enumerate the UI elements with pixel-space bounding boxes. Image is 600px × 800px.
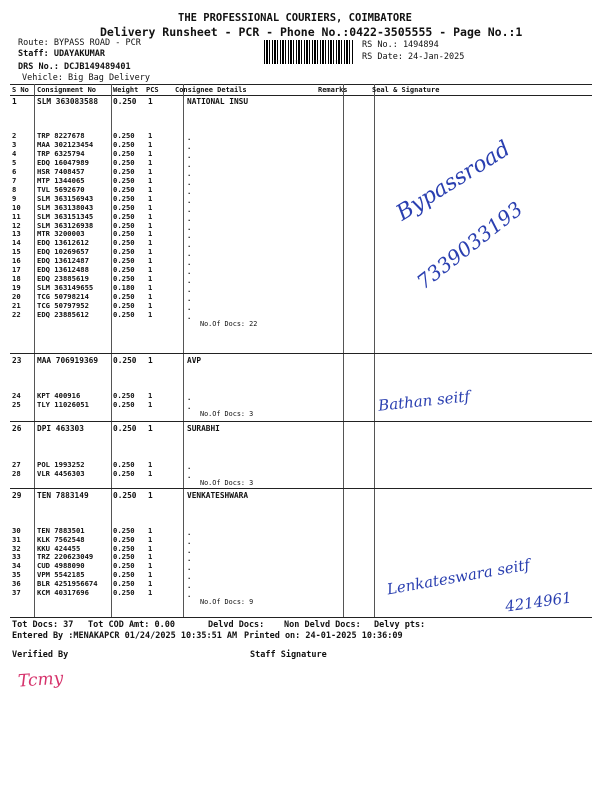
row-consignment-number: EDQ 16047989 [37, 157, 89, 167]
row-weight: 0.250 [113, 211, 135, 221]
handwritten-signature-2: Bathan seitf [377, 387, 471, 415]
row-consignee-dot: . [187, 159, 192, 169]
row-pieces: 1 [148, 184, 153, 194]
row-consignee-dot: . [187, 177, 192, 187]
route-label: Route: BYPASS ROAD - PCR [18, 38, 141, 48]
row-weight: 0.250 [113, 570, 135, 579]
handwritten-signature-3: Lenkateswara seitf [385, 555, 532, 599]
row-consignee-dot: . [187, 528, 192, 537]
row-consignment-number: VLR 4456303 [37, 469, 85, 478]
row-consignee-dot: . [187, 141, 192, 151]
staff-label: Staff: UDAYAKUMAR [18, 49, 105, 59]
col-divider [34, 84, 35, 618]
row-weight: 0.250 [113, 587, 135, 597]
row-consignee-dot: . [187, 462, 192, 471]
row-consignment-number: DPI 463303 [37, 424, 84, 433]
row-pieces: 1 [148, 460, 153, 469]
row-weight: 0.250 [113, 534, 135, 544]
row-consignment-number: MAA 302123454 [37, 139, 94, 149]
row-weight: 0.250 [113, 543, 135, 553]
row-serial-number: 31 [12, 534, 21, 544]
row-weight: 0.180 [113, 283, 135, 293]
col-divider [183, 84, 184, 618]
row-consignment-number: EDQ 23885612 [37, 310, 89, 319]
row-weight: 0.250 [113, 184, 135, 194]
row-pieces: 1 [148, 229, 153, 239]
row-consignment-number: SLM 363156943 [37, 193, 94, 203]
row-serial-number: 12 [12, 220, 21, 230]
row-weight: 0.250 [113, 301, 135, 311]
row-consignment-number: TEN 7883501 [37, 526, 85, 535]
row-serial-number: 30 [12, 526, 21, 535]
row-consignment-number: SLM 363138043 [37, 202, 94, 212]
row-consignment-number: TRP 6325794 [37, 148, 85, 158]
row-consignee-dot: . [187, 267, 192, 277]
row-pieces: 1 [148, 578, 153, 588]
col-divider [111, 84, 112, 618]
row-consignee-dot: . [187, 168, 192, 178]
handwritten-number-3: 4214961 [504, 588, 573, 616]
row-consignee-dot: . [187, 285, 192, 295]
verified-by: Verified By [12, 650, 69, 660]
row-serial-number: 33 [12, 552, 21, 562]
row-consignment-number: HSR 7408457 [37, 166, 85, 176]
footer-top-rule [10, 617, 592, 618]
row-weight: 0.250 [113, 578, 135, 588]
row-weight: 0.250 [113, 256, 135, 266]
row-consignment-number: EDQ 13612612 [37, 238, 89, 248]
row-consignment-number: TCG 50797952 [37, 301, 89, 311]
row-pieces: 1 [148, 292, 153, 302]
row-pieces: 1 [148, 552, 153, 562]
row-consignment-number: KCM 40317696 [37, 587, 89, 597]
row-pieces: 1 [148, 247, 153, 257]
row-weight: 0.250 [113, 238, 135, 248]
row-serial-number: 16 [12, 256, 21, 266]
row-serial-number: 14 [12, 238, 21, 248]
row-pieces: 1 [148, 570, 153, 579]
row-weight: 0.250 [113, 148, 135, 158]
row-serial-number: 28 [12, 469, 21, 478]
row-weight: 0.250 [113, 247, 135, 257]
row-weight: 0.250 [113, 157, 135, 167]
row-consignee-dot: . [187, 276, 192, 286]
non-delivered-docs: Non Delvd Docs: [284, 620, 361, 630]
group-divider [10, 421, 592, 422]
row-weight: 0.250 [113, 97, 137, 106]
row-pieces: 1 [148, 534, 153, 544]
row-weight: 0.250 [113, 491, 137, 500]
col-header-weight: Weight [113, 86, 139, 94]
row-consignment-number: EDQ 13612488 [37, 265, 89, 275]
row-consignment-number: SLM 363149655 [37, 283, 94, 293]
row-pieces: 1 [148, 193, 153, 203]
group-doc-count: No.Of Docs: 9 [200, 597, 254, 606]
row-consignment-number: EDQ 23885619 [37, 274, 89, 284]
row-pieces: 1 [148, 148, 153, 158]
col-header-remarks: Remarks [318, 86, 348, 94]
col-header-consignee: Consignee Details [175, 86, 247, 94]
row-pieces: 1 [148, 561, 153, 571]
row-serial-number: 10 [12, 202, 21, 212]
row-serial-number: 3 [12, 139, 17, 149]
row-pieces: 1 [148, 424, 153, 433]
row-serial-number: 11 [12, 211, 21, 221]
row-weight: 0.250 [113, 424, 137, 433]
row-consignee-dot: . [187, 393, 192, 402]
row-weight: 0.250 [113, 356, 137, 365]
row-consignment-number: TEN 7883149 [37, 491, 89, 500]
row-serial-number: 4 [12, 148, 17, 158]
row-pieces: 1 [148, 202, 153, 212]
row-consignment-number: SLM 363083588 [37, 97, 99, 106]
row-weight: 0.250 [113, 131, 135, 140]
row-consignee-dot: . [187, 580, 192, 590]
row-serial-number: 36 [12, 578, 21, 588]
row-serial-number: 25 [12, 400, 21, 409]
row-pieces: 1 [148, 166, 153, 176]
row-serial-number: 34 [12, 561, 21, 571]
group-doc-count: No.Of Docs: 3 [200, 410, 254, 418]
row-weight: 0.250 [113, 202, 135, 212]
total-docs: Tot Docs: 37 [12, 620, 74, 630]
row-pieces: 1 [148, 301, 153, 311]
col-divider [343, 84, 344, 618]
row-pieces: 1 [148, 157, 153, 167]
row-consignee-dot: . [187, 204, 192, 214]
row-pieces: 1 [148, 391, 153, 400]
row-serial-number: 20 [12, 292, 21, 302]
row-pieces: 1 [148, 220, 153, 230]
row-weight: 0.250 [113, 526, 135, 535]
row-pieces: 1 [148, 139, 153, 149]
row-serial-number: 2 [12, 131, 17, 140]
row-weight: 0.250 [113, 193, 135, 203]
row-weight: 0.250 [113, 469, 135, 478]
row-serial-number: 23 [12, 356, 22, 365]
row-consignment-number: TLY 11026051 [37, 400, 89, 409]
row-pieces: 1 [148, 469, 153, 478]
row-consignee-dot: . [187, 150, 192, 160]
row-serial-number: 26 [12, 424, 22, 433]
row-consignee-dot: . [187, 554, 192, 564]
col-header-seal: Seal & Signature [372, 86, 440, 94]
row-consignment-number: BLR 4251956674 [37, 578, 98, 588]
col-header-sno: S No [12, 86, 29, 94]
row-weight: 0.250 [113, 391, 135, 400]
row-consignee-dot: . [187, 545, 192, 555]
table-header-rule [10, 95, 592, 96]
row-pieces: 1 [148, 265, 153, 275]
row-pieces: 1 [148, 587, 153, 597]
col-divider [374, 84, 375, 618]
row-weight: 0.250 [113, 175, 135, 185]
row-consignment-number: EDQ 10269657 [37, 247, 89, 257]
row-serial-number: 35 [12, 570, 21, 579]
row-pieces: 1 [148, 131, 153, 140]
row-consignee-dot: . [187, 258, 192, 268]
row-pieces: 1 [148, 211, 153, 221]
row-consignee-dot: . [187, 195, 192, 205]
row-pieces: 1 [148, 356, 153, 365]
row-weight: 0.250 [113, 274, 135, 284]
row-consignee-dot: . [187, 471, 192, 480]
row-consignee-dot: . [187, 222, 192, 232]
drs-number: DRS No.: DCJB149489401 [18, 62, 131, 72]
row-consignee-dot: . [187, 563, 192, 573]
row-consignment-number: TCG 50798214 [37, 292, 89, 302]
col-header-pcs: PCS [146, 86, 159, 94]
row-consignment-number: TRP 8227678 [37, 131, 85, 140]
row-serial-number: 7 [12, 175, 17, 185]
row-consignment-number: KKU 424455 [37, 543, 81, 553]
row-consignee-dot: . [187, 133, 192, 142]
row-serial-number: 18 [12, 274, 21, 284]
row-weight: 0.250 [113, 139, 135, 149]
row-serial-number: 32 [12, 543, 21, 553]
row-consignment-number: VPM 5542185 [37, 570, 85, 579]
delivery-points: Delvy pts: [374, 620, 426, 630]
printed-on: Printed on: 24-01-2025 10:36:09 [244, 631, 403, 641]
row-consignment-number: MTR 3200003 [37, 229, 85, 239]
row-serial-number: 37 [12, 587, 21, 597]
row-consignment-number: TRZ 220623049 [37, 552, 94, 562]
company-name: THE PROFESSIONAL COURIERS, COIMBATORE [178, 12, 412, 24]
row-consignee-dot: . [187, 536, 192, 546]
row-consignment-number: EDQ 13612487 [37, 256, 89, 266]
group-doc-count: No.Of Docs: 22 [200, 320, 258, 328]
row-serial-number: 13 [12, 229, 21, 239]
row-serial-number: 5 [12, 157, 17, 167]
row-consignee-dot: . [187, 213, 192, 223]
row-weight: 0.250 [113, 166, 135, 176]
row-pieces: 1 [148, 491, 153, 500]
row-consignee-name: AVP [187, 356, 202, 365]
row-pieces: 1 [148, 543, 153, 553]
row-consignee-dot: . [187, 249, 192, 259]
entered-by: Entered By :MENAKAPCR 01/24/2025 10:35:51 AM [12, 631, 238, 641]
row-consignment-number: KPT 400916 [37, 391, 81, 400]
row-weight: 0.250 [113, 561, 135, 571]
row-consignee-dot: . [187, 231, 192, 241]
row-consignment-number: CUD 4988090 [37, 561, 85, 571]
row-serial-number: 21 [12, 301, 21, 311]
row-consignee-dot: . [187, 186, 192, 196]
rs-date: RS Date: 24-Jan-2025 [362, 52, 465, 62]
group-divider [10, 488, 592, 489]
row-serial-number: 29 [12, 491, 22, 500]
barcode-image [264, 40, 354, 64]
row-consignee-name: VENKATESHWARA [187, 491, 249, 500]
row-serial-number: 19 [12, 283, 21, 293]
row-pieces: 1 [148, 283, 153, 293]
row-consignment-number: TVL 5692670 [37, 184, 85, 194]
row-consignee-dot: . [187, 294, 192, 304]
row-weight: 0.250 [113, 552, 135, 562]
row-consignment-number: KLK 7562548 [37, 534, 85, 544]
vehicle-label: Vehicle: Big Bag Delivery [22, 73, 150, 83]
row-weight: 0.250 [113, 220, 135, 230]
row-weight: 0.250 [113, 265, 135, 275]
row-consignee-dot: . [187, 402, 192, 411]
row-serial-number: 27 [12, 460, 21, 469]
row-pieces: 1 [148, 256, 153, 266]
row-serial-number: 15 [12, 247, 21, 257]
row-serial-number: 9 [12, 193, 17, 203]
row-serial-number: 6 [12, 166, 17, 176]
row-serial-number: 8 [12, 184, 17, 194]
row-serial-number: 1 [12, 97, 17, 106]
row-serial-number: 24 [12, 391, 21, 400]
group-divider [10, 353, 592, 354]
group-doc-count: No.Of Docs: 3 [200, 479, 254, 487]
row-serial-number: 17 [12, 265, 21, 275]
handwritten-initials: Tcmy [17, 668, 64, 692]
row-weight: 0.250 [113, 229, 135, 239]
staff-signature: Staff Signature [250, 650, 327, 660]
runsheet-title: Delivery Runsheet - PCR - Phone No.:0422-3505555 - Page No.:1 [100, 25, 523, 39]
total-cod: Tot COD Amt: 0.00 [88, 620, 175, 630]
row-weight: 0.250 [113, 292, 135, 302]
row-consignee-name: SURABHI [187, 424, 220, 433]
row-consignment-number: SLM 363151345 [37, 211, 94, 221]
row-serial-number: 22 [12, 310, 21, 319]
row-pieces: 1 [148, 526, 153, 535]
row-consignee-dot: . [187, 572, 192, 581]
handwritten-phone-1: 7339033193 [412, 196, 528, 294]
row-pieces: 1 [148, 274, 153, 284]
row-pieces: 1 [148, 238, 153, 248]
row-consignee-dot: . [187, 303, 192, 313]
table-top-rule [10, 84, 592, 85]
row-pieces: 1 [148, 175, 153, 185]
row-consignment-number: MTP 1344065 [37, 175, 85, 185]
col-header-consignment: Consignment No [37, 86, 97, 94]
handwritten-signature-1: Bypassroad [392, 136, 515, 227]
delivered-docs: Delvd Docs: [208, 620, 265, 630]
row-consignment-number: SLM 363126938 [37, 220, 94, 230]
row-consignment-number: MAA 706919369 [37, 356, 99, 365]
row-consignee-dot: . [187, 240, 192, 250]
row-consignee-dot: . [187, 589, 192, 599]
row-pieces: 1 [148, 97, 153, 106]
row-consignment-number: POL 1993252 [37, 460, 85, 469]
row-consignee-name: NATIONAL INSU [187, 97, 249, 106]
row-pieces: 1 [148, 400, 153, 409]
row-consignee-dot: . [187, 312, 192, 321]
row-weight: 0.250 [113, 460, 135, 469]
row-pieces: 1 [148, 310, 153, 319]
rs-number: RS No.: 1494894 [362, 40, 439, 50]
row-weight: 0.250 [113, 400, 135, 409]
row-weight: 0.250 [113, 310, 135, 319]
